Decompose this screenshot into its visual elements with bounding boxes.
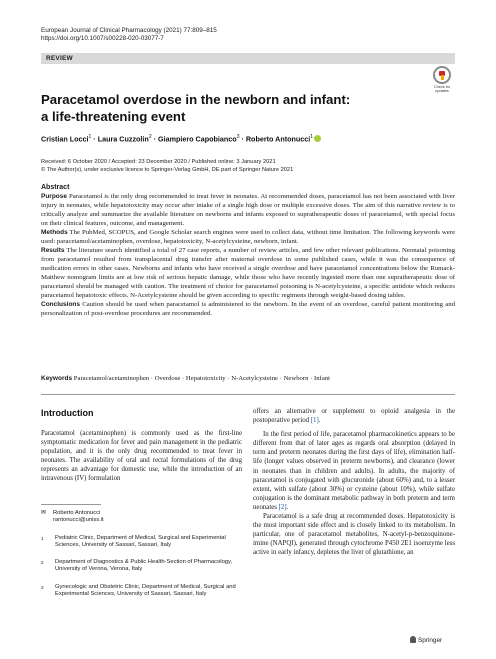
section-band [41,53,455,64]
results-label: Results [41,247,65,255]
left-column [41,429,242,484]
affiliation-number: 1 [41,536,44,541]
right-column [253,407,455,558]
crossmark-badge[interactable] [431,66,453,93]
author-name[interactable]: Giampiero Capobianco [158,134,237,144]
author-name[interactable]: Laura Cuzzolin [97,134,149,144]
paragraph-text: . [318,417,321,425]
section-divider [41,394,455,395]
affiliation-text: Department of Diagnostics & Public Health-Section of Pharmacology, University of Verona, Verona, Italy [55,559,233,573]
title-line-1: Paracetamol overdose in the newborn and infant: [41,92,351,107]
author-affiliation-mark: 1 [88,134,92,140]
author-name[interactable]: Cristian Locci [41,134,89,144]
intro-paragraph-1: Paracetamol (acetaminophen) is commonly used as the first-line symptomatic medication for fever and pain management in the pediatric population, and it is the only drug recommended to treat fever in neonates. The availability of oral and rectal formulations of the drug represents an advantage for domestic use, while the introduction of an intravenous (IV) formulation [41,430,242,483]
corresponding-name: Roberto Antonucci [53,510,101,516]
methods-text: The PubMed, SCOPUS, and Google Scholar search engines were used to collect data, without time limitation. The following keywords were used: paracetamol/acetaminophen, overdose, hepatotoxicity, N-acetylcysteine, newborn, infant. [41,229,455,246]
author-separator: · [91,134,98,144]
copyright-line: © The Author(s), under exclusive licence to Springer-Verlag GmbH, DE part of Springer Nature 2021 [41,167,294,173]
intro-paragraph-1-cont [253,407,455,425]
purpose-text: Paracetamol is the only drug recommended to treat fever in neonates. At recommended doses, paracetamol has not been associated with liver injury in neonates, while hepatotoxicity may occur after intake of a single high dose or multiple excessive doses. The aim of this narrative review is to critically analyze and summarize the available literature on newborns and infants exposed to supratherapeutic doses of paracetamol, with special focus on their clinical features, outcome, and management. [41,193,455,228]
intro-paragraph-3: Paracetamol is a safe drug at recommended doses. Hepatotoxicity is the most important side effect and is closely linked to its metabolism. In particular, one of paracetamol metabolites, N-acetyl-p-benzoquinone-imine (NAPQI), generated through cytochrome P450 2E1 isoenzyme less active in early infancy, depletes the liver of glutathione, an [253,513,455,557]
dates-line: Received: 6 October 2020 / Accepted: 23 December 2020 / Published online: 3 January 2021 [41,159,276,165]
author-affiliation-mark: 3 [236,134,240,140]
paragraph-text: offers an alternative or supplement to opioid analgesia in the postoperative period [253,408,455,425]
publisher-logo [410,636,442,644]
crossmark-label-line2: updates [435,89,449,94]
author-list [41,134,321,143]
footnote-rule [41,504,101,505]
keywords [41,375,330,382]
orcid-icon[interactable] [314,135,321,142]
affiliation [41,559,246,574]
author-affiliation-mark: 1 [310,134,314,140]
paragraph-text: . [286,503,289,511]
corresponding-author [41,510,104,524]
abstract-purpose [41,193,455,229]
publication-dates [41,158,293,174]
crossmark-label-line1: Check for [433,85,451,89]
author-affiliation-mark: 2 [148,134,152,140]
author-name[interactable]: Roberto Antonucci [245,134,311,144]
abstract-results [41,247,455,301]
conclusions-text: Caution should be used when paracetamol is administered to the newborn. In the event of an overdose, careful patient monitoring and personalization of post-overdose procedures are recommended. [41,300,455,317]
abstract-heading: Abstract [41,184,70,191]
journal-citation: European Journal of Clinical Pharmacology (2021) 77:809–815 [41,27,217,34]
citation-link[interactable]: [2] [278,503,287,511]
doi-link[interactable]: https://doi.org/10.1007/s00228-020-03077-7 [41,35,164,43]
corresponding-email[interactable]: rantonucci@uniss.it [53,517,104,524]
abstract-methods [41,229,455,247]
title-line-2: a life-threatening event [41,108,186,124]
journal-header [41,27,217,44]
envelope-icon: ✉ [41,510,47,516]
abstract-conclusions [41,301,455,319]
conclusions-label: Conclusions [41,300,81,308]
intro-paragraph-2 [253,430,455,512]
results-text: The literature search identified a total of 27 case reports, a number of review articles, and few other relevant publications. Neonatal poisoning from paracetamol resulted from transplacental drug transfer after maternal overdose in some published cases, while it was the consequence of medication errors in other cases. Newborns and infants who have received a single overdose and have paracetamol concentrations below the Rumack-Matthew nomogram limits are at low risk of serious hepatic damage, while those who have recently ingested more than one supratherapeutic dose of paracetamol should be managed with caution. The treatment of choice for paracetamol poisoning is N-acetylcysteine, a specific antidote which reduces paracetamol hepatotoxic effects. N-Acetylcysteine should be given according to specific regimens through weight-based dosing tables. [41,247,455,299]
affiliation-number: 3 [41,585,44,590]
citation-link[interactable]: [1] [310,417,319,425]
crossmark-label [431,85,453,93]
abstract [41,184,455,319]
affiliation-number: 2 [41,560,44,565]
paragraph-text: In the first period of life, paracetamol pharmacokinetics appears to be different from that of later ages as regards oral absorption (delayed in term and preterm neonates during the first days of life), elimination half-life (longer values observed in preterm newborns), and clearance (lower in neonates than in children and adults). In adults, the majority of paracetamol is conjugated with glucuronide (about 60%) and, to a lesser extent, with sulfate (about 30%) or cysteine (about 10%), while sulfate conjugation is the dominant metabolic pathway in both preterm and term neonates [253,431,455,511]
affiliation-text: Pediatric Clinic, Department of Medical, Surgical and Experimental Sciences, University of Sassari, Sassari, Italy [55,535,226,549]
introduction-heading: Introduction [41,408,94,418]
section-label: REVIEW [46,54,73,62]
author-separator: · [239,134,246,144]
purpose-label: Purpose [41,193,68,201]
affiliation [41,535,246,550]
affiliation [41,584,246,599]
methods-label: Methods [41,229,68,237]
article-title [41,92,421,125]
springer-horse-icon [410,636,416,643]
crossmark-icon [433,66,451,84]
affiliation-text: Gynecologic and Obstetric Clinic, Department of Medical, Surgical and Experimental Sciences, University of Sassari, Sassari, Italy [55,584,236,598]
keywords-text: Paracetamol/acetaminophen · Overdose · Hepatotoxicity · N-Acetylcysteine · Newborn · Infant [72,375,331,382]
keywords-label: Keywords [41,375,73,382]
publisher-name: Springer [418,637,443,644]
author-separator: · [151,134,158,144]
